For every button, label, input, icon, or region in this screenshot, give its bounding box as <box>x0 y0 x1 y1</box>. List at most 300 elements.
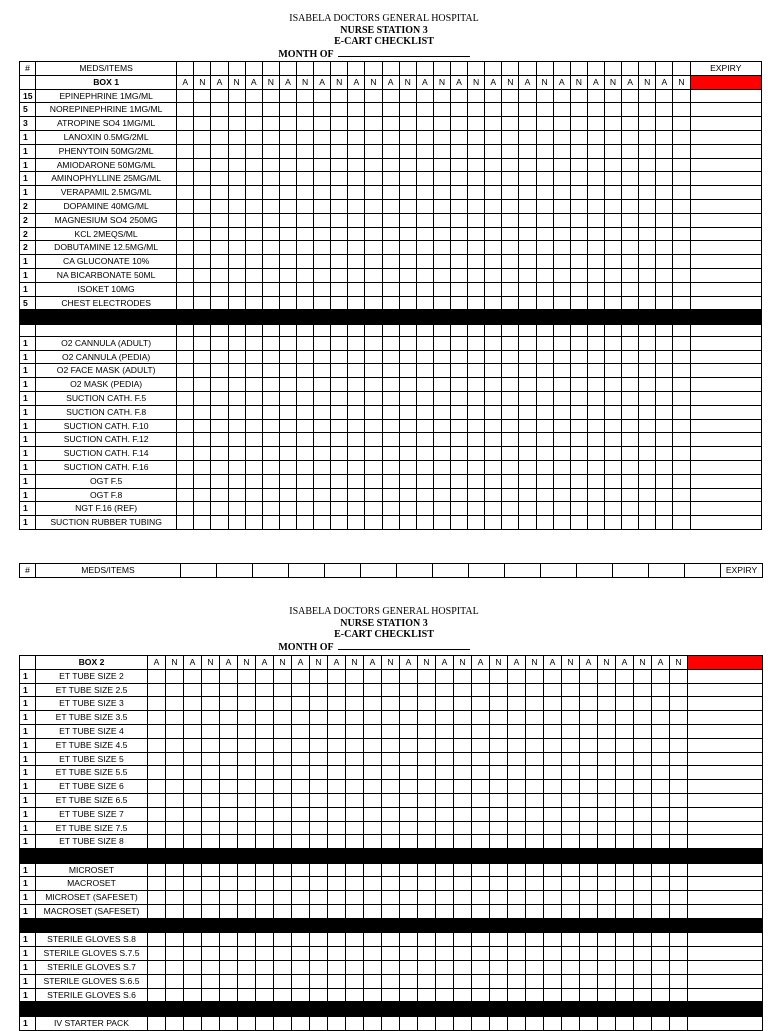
check-cell[interactable] <box>166 738 184 752</box>
check-cell[interactable] <box>526 821 544 835</box>
check-cell[interactable] <box>502 89 519 103</box>
check-cell[interactable] <box>673 130 690 144</box>
check-cell[interactable] <box>570 378 587 392</box>
check-cell[interactable] <box>433 144 450 158</box>
check-cell[interactable] <box>274 821 292 835</box>
check-cell[interactable] <box>397 564 433 578</box>
check-cell[interactable] <box>519 199 536 213</box>
check-cell[interactable] <box>400 821 418 835</box>
check-cell[interactable] <box>587 255 604 269</box>
check-cell[interactable] <box>604 502 621 516</box>
check-cell[interactable] <box>245 89 262 103</box>
check-cell[interactable] <box>502 419 519 433</box>
check-cell[interactable] <box>536 144 553 158</box>
check-cell[interactable] <box>274 738 292 752</box>
check-cell[interactable] <box>598 960 616 974</box>
check-cell[interactable] <box>274 752 292 766</box>
check-cell[interactable] <box>570 447 587 461</box>
check-cell[interactable] <box>570 461 587 475</box>
check-cell[interactable] <box>433 433 450 447</box>
check-cell[interactable] <box>184 933 202 947</box>
check-cell[interactable] <box>262 158 279 172</box>
check-cell[interactable] <box>634 835 652 849</box>
check-cell[interactable] <box>598 1016 616 1030</box>
check-cell[interactable] <box>194 419 211 433</box>
check-cell[interactable] <box>314 392 331 406</box>
check-cell[interactable] <box>245 419 262 433</box>
check-cell[interactable] <box>634 793 652 807</box>
check-cell[interactable] <box>690 364 761 378</box>
check-cell[interactable] <box>688 974 763 988</box>
check-cell[interactable] <box>622 324 639 336</box>
check-cell[interactable] <box>622 516 639 530</box>
check-cell[interactable] <box>365 199 382 213</box>
check-cell[interactable] <box>688 669 763 683</box>
check-cell[interactable] <box>502 241 519 255</box>
check-cell[interactable] <box>245 172 262 186</box>
check-cell[interactable] <box>274 669 292 683</box>
check-cell[interactable] <box>485 255 502 269</box>
check-cell[interactable] <box>348 364 365 378</box>
check-cell[interactable] <box>400 863 418 877</box>
check-cell[interactable] <box>472 974 490 988</box>
check-cell[interactable] <box>365 130 382 144</box>
check-cell[interactable] <box>485 62 502 76</box>
check-cell[interactable] <box>364 905 382 919</box>
check-cell[interactable] <box>310 988 328 1002</box>
check-cell[interactable] <box>472 960 490 974</box>
check-cell[interactable] <box>256 905 274 919</box>
check-cell[interactable] <box>468 89 485 103</box>
check-cell[interactable] <box>485 405 502 419</box>
check-cell[interactable] <box>166 807 184 821</box>
check-cell[interactable] <box>297 255 314 269</box>
check-cell[interactable] <box>238 724 256 738</box>
check-cell[interactable] <box>587 282 604 296</box>
check-cell[interactable] <box>598 863 616 877</box>
check-cell[interactable] <box>616 780 634 794</box>
check-cell[interactable] <box>485 186 502 200</box>
check-cell[interactable] <box>365 268 382 282</box>
check-cell[interactable] <box>508 669 526 683</box>
check-cell[interactable] <box>348 117 365 131</box>
check-cell[interactable] <box>553 89 570 103</box>
check-cell[interactable] <box>245 268 262 282</box>
check-cell[interactable] <box>399 186 416 200</box>
check-cell[interactable] <box>490 711 508 725</box>
check-cell[interactable] <box>211 336 228 350</box>
check-cell[interactable] <box>148 711 166 725</box>
check-cell[interactable] <box>274 724 292 738</box>
check-cell[interactable] <box>238 863 256 877</box>
check-cell[interactable] <box>688 863 763 877</box>
check-cell[interactable] <box>399 447 416 461</box>
check-cell[interactable] <box>346 905 364 919</box>
check-cell[interactable] <box>382 433 399 447</box>
check-cell[interactable] <box>211 364 228 378</box>
check-cell[interactable] <box>652 1016 670 1030</box>
check-cell[interactable] <box>382 821 400 835</box>
check-cell[interactable] <box>297 336 314 350</box>
check-cell[interactable] <box>570 255 587 269</box>
check-cell[interactable] <box>365 516 382 530</box>
check-cell[interactable] <box>328 974 346 988</box>
check-cell[interactable] <box>490 793 508 807</box>
check-cell[interactable] <box>314 255 331 269</box>
check-cell[interactable] <box>245 336 262 350</box>
check-cell[interactable] <box>433 502 450 516</box>
check-cell[interactable] <box>382 227 399 241</box>
check-cell[interactable] <box>652 780 670 794</box>
check-cell[interactable] <box>526 724 544 738</box>
check-cell[interactable] <box>536 158 553 172</box>
check-cell[interactable] <box>364 724 382 738</box>
check-cell[interactable] <box>598 807 616 821</box>
check-cell[interactable] <box>544 697 562 711</box>
check-cell[interactable] <box>292 905 310 919</box>
check-cell[interactable] <box>536 213 553 227</box>
check-cell[interactable] <box>365 461 382 475</box>
check-cell[interactable] <box>604 130 621 144</box>
check-cell[interactable] <box>639 378 656 392</box>
check-cell[interactable] <box>562 1016 580 1030</box>
check-cell[interactable] <box>245 103 262 117</box>
check-cell[interactable] <box>220 877 238 891</box>
check-cell[interactable] <box>211 392 228 406</box>
check-cell[interactable] <box>314 172 331 186</box>
check-cell[interactable] <box>148 780 166 794</box>
check-cell[interactable] <box>348 392 365 406</box>
check-cell[interactable] <box>485 392 502 406</box>
check-cell[interactable] <box>314 502 331 516</box>
check-cell[interactable] <box>194 474 211 488</box>
check-cell[interactable] <box>690 213 761 227</box>
check-cell[interactable] <box>211 144 228 158</box>
check-cell[interactable] <box>416 516 433 530</box>
check-cell[interactable] <box>519 213 536 227</box>
check-cell[interactable] <box>450 172 467 186</box>
check-cell[interactable] <box>314 213 331 227</box>
check-cell[interactable] <box>166 863 184 877</box>
check-cell[interactable] <box>346 988 364 1002</box>
check-cell[interactable] <box>331 502 348 516</box>
check-cell[interactable] <box>228 199 245 213</box>
check-cell[interactable] <box>211 419 228 433</box>
check-cell[interactable] <box>570 130 587 144</box>
check-cell[interactable] <box>616 793 634 807</box>
check-cell[interactable] <box>382 807 400 821</box>
check-cell[interactable] <box>450 130 467 144</box>
check-cell[interactable] <box>604 89 621 103</box>
check-cell[interactable] <box>177 62 194 76</box>
check-cell[interactable] <box>166 780 184 794</box>
check-cell[interactable] <box>416 213 433 227</box>
check-cell[interactable] <box>622 241 639 255</box>
check-cell[interactable] <box>148 877 166 891</box>
check-cell[interactable] <box>433 199 450 213</box>
check-cell[interactable] <box>673 419 690 433</box>
check-cell[interactable] <box>177 516 194 530</box>
check-cell[interactable] <box>639 392 656 406</box>
check-cell[interactable] <box>399 268 416 282</box>
check-cell[interactable] <box>262 255 279 269</box>
check-cell[interactable] <box>399 158 416 172</box>
check-cell[interactable] <box>634 947 652 961</box>
check-cell[interactable] <box>297 378 314 392</box>
check-cell[interactable] <box>148 683 166 697</box>
check-cell[interactable] <box>166 766 184 780</box>
check-cell[interactable] <box>622 172 639 186</box>
check-cell[interactable] <box>416 364 433 378</box>
check-cell[interactable] <box>166 1016 184 1030</box>
check-cell[interactable] <box>526 780 544 794</box>
check-cell[interactable] <box>536 186 553 200</box>
check-cell[interactable] <box>587 213 604 227</box>
check-cell[interactable] <box>616 905 634 919</box>
check-cell[interactable] <box>416 502 433 516</box>
check-cell[interactable] <box>656 158 673 172</box>
check-cell[interactable] <box>418 933 436 947</box>
check-cell[interactable] <box>194 255 211 269</box>
check-cell[interactable] <box>450 282 467 296</box>
check-cell[interactable] <box>485 158 502 172</box>
check-cell[interactable] <box>297 488 314 502</box>
check-cell[interactable] <box>148 891 166 905</box>
check-cell[interactable] <box>433 117 450 131</box>
check-cell[interactable] <box>348 103 365 117</box>
check-cell[interactable] <box>418 877 436 891</box>
check-cell[interactable] <box>194 282 211 296</box>
check-cell[interactable] <box>228 516 245 530</box>
check-cell[interactable] <box>544 947 562 961</box>
check-cell[interactable] <box>274 974 292 988</box>
check-cell[interactable] <box>553 502 570 516</box>
check-cell[interactable] <box>485 336 502 350</box>
check-cell[interactable] <box>279 213 296 227</box>
check-cell[interactable] <box>416 241 433 255</box>
check-cell[interactable] <box>690 419 761 433</box>
check-cell[interactable] <box>211 296 228 310</box>
check-cell[interactable] <box>485 378 502 392</box>
check-cell[interactable] <box>400 947 418 961</box>
check-cell[interactable] <box>433 282 450 296</box>
check-cell[interactable] <box>194 296 211 310</box>
check-cell[interactable] <box>587 488 604 502</box>
check-cell[interactable] <box>587 433 604 447</box>
check-cell[interactable] <box>652 891 670 905</box>
check-cell[interactable] <box>177 255 194 269</box>
check-cell[interactable] <box>228 268 245 282</box>
check-cell[interactable] <box>166 711 184 725</box>
check-cell[interactable] <box>365 241 382 255</box>
check-cell[interactable] <box>292 669 310 683</box>
check-cell[interactable] <box>508 711 526 725</box>
check-cell[interactable] <box>382 158 399 172</box>
check-cell[interactable] <box>194 461 211 475</box>
check-cell[interactable] <box>450 62 467 76</box>
check-cell[interactable] <box>418 974 436 988</box>
check-cell[interactable] <box>670 752 688 766</box>
check-cell[interactable] <box>181 564 217 578</box>
check-cell[interactable] <box>526 793 544 807</box>
check-cell[interactable] <box>382 724 400 738</box>
check-cell[interactable] <box>622 199 639 213</box>
check-cell[interactable] <box>184 669 202 683</box>
check-cell[interactable] <box>399 336 416 350</box>
check-cell[interactable] <box>490 821 508 835</box>
check-cell[interactable] <box>364 863 382 877</box>
check-cell[interactable] <box>508 1016 526 1030</box>
check-cell[interactable] <box>184 766 202 780</box>
check-cell[interactable] <box>400 891 418 905</box>
check-cell[interactable] <box>436 738 454 752</box>
check-cell[interactable] <box>331 172 348 186</box>
check-cell[interactable] <box>314 488 331 502</box>
check-cell[interactable] <box>228 62 245 76</box>
check-cell[interactable] <box>166 835 184 849</box>
check-cell[interactable] <box>245 296 262 310</box>
check-cell[interactable] <box>536 103 553 117</box>
check-cell[interactable] <box>418 863 436 877</box>
check-cell[interactable] <box>262 103 279 117</box>
check-cell[interactable] <box>639 282 656 296</box>
check-cell[interactable] <box>262 336 279 350</box>
check-cell[interactable] <box>331 62 348 76</box>
check-cell[interactable] <box>400 974 418 988</box>
check-cell[interactable] <box>622 405 639 419</box>
check-cell[interactable] <box>639 103 656 117</box>
check-cell[interactable] <box>553 62 570 76</box>
check-cell[interactable] <box>553 268 570 282</box>
check-cell[interactable] <box>553 324 570 336</box>
check-cell[interactable] <box>262 89 279 103</box>
check-cell[interactable] <box>148 960 166 974</box>
check-cell[interactable] <box>297 213 314 227</box>
check-cell[interactable] <box>228 502 245 516</box>
check-cell[interactable] <box>262 227 279 241</box>
check-cell[interactable] <box>604 433 621 447</box>
check-cell[interactable] <box>418 947 436 961</box>
check-cell[interactable] <box>400 807 418 821</box>
check-cell[interactable] <box>472 891 490 905</box>
check-cell[interactable] <box>365 103 382 117</box>
check-cell[interactable] <box>184 793 202 807</box>
check-cell[interactable] <box>416 227 433 241</box>
check-cell[interactable] <box>202 807 220 821</box>
check-cell[interactable] <box>202 821 220 835</box>
check-cell[interactable] <box>297 516 314 530</box>
check-cell[interactable] <box>519 130 536 144</box>
check-cell[interactable] <box>639 227 656 241</box>
check-cell[interactable] <box>670 960 688 974</box>
check-cell[interactable] <box>502 488 519 502</box>
check-cell[interactable] <box>670 669 688 683</box>
check-cell[interactable] <box>194 336 211 350</box>
check-cell[interactable] <box>652 683 670 697</box>
check-cell[interactable] <box>348 199 365 213</box>
check-cell[interactable] <box>639 502 656 516</box>
check-cell[interactable] <box>310 711 328 725</box>
check-cell[interactable] <box>211 502 228 516</box>
check-cell[interactable] <box>468 255 485 269</box>
check-cell[interactable] <box>472 835 490 849</box>
check-cell[interactable] <box>399 324 416 336</box>
check-cell[interactable] <box>364 711 382 725</box>
check-cell[interactable] <box>450 336 467 350</box>
check-cell[interactable] <box>365 474 382 488</box>
check-cell[interactable] <box>220 821 238 835</box>
check-cell[interactable] <box>382 268 399 282</box>
check-cell[interactable] <box>673 213 690 227</box>
check-cell[interactable] <box>553 186 570 200</box>
check-cell[interactable] <box>622 62 639 76</box>
check-cell[interactable] <box>450 255 467 269</box>
check-cell[interactable] <box>526 905 544 919</box>
check-cell[interactable] <box>382 488 399 502</box>
check-cell[interactable] <box>310 752 328 766</box>
check-cell[interactable] <box>526 766 544 780</box>
check-cell[interactable] <box>502 378 519 392</box>
check-cell[interactable] <box>416 144 433 158</box>
check-cell[interactable] <box>553 392 570 406</box>
check-cell[interactable] <box>598 683 616 697</box>
check-cell[interactable] <box>485 117 502 131</box>
check-cell[interactable] <box>553 433 570 447</box>
check-cell[interactable] <box>570 103 587 117</box>
check-cell[interactable] <box>416 378 433 392</box>
check-cell[interactable] <box>570 336 587 350</box>
check-cell[interactable] <box>365 336 382 350</box>
check-cell[interactable] <box>562 974 580 988</box>
check-cell[interactable] <box>418 960 436 974</box>
check-cell[interactable] <box>587 130 604 144</box>
check-cell[interactable] <box>485 364 502 378</box>
check-cell[interactable] <box>450 227 467 241</box>
check-cell[interactable] <box>544 807 562 821</box>
check-cell[interactable] <box>490 766 508 780</box>
check-cell[interactable] <box>245 350 262 364</box>
check-cell[interactable] <box>228 350 245 364</box>
check-cell[interactable] <box>454 683 472 697</box>
check-cell[interactable] <box>688 905 763 919</box>
check-cell[interactable] <box>256 947 274 961</box>
check-cell[interactable] <box>314 130 331 144</box>
check-cell[interactable] <box>553 447 570 461</box>
check-cell[interactable] <box>652 863 670 877</box>
check-cell[interactable] <box>544 933 562 947</box>
check-cell[interactable] <box>519 336 536 350</box>
check-cell[interactable] <box>519 516 536 530</box>
check-cell[interactable] <box>346 933 364 947</box>
check-cell[interactable] <box>228 255 245 269</box>
check-cell[interactable] <box>536 255 553 269</box>
check-cell[interactable] <box>562 821 580 835</box>
check-cell[interactable] <box>656 392 673 406</box>
check-cell[interactable] <box>519 502 536 516</box>
check-cell[interactable] <box>562 877 580 891</box>
check-cell[interactable] <box>468 336 485 350</box>
check-cell[interactable] <box>279 62 296 76</box>
check-cell[interactable] <box>348 474 365 488</box>
check-cell[interactable] <box>519 158 536 172</box>
check-cell[interactable] <box>604 324 621 336</box>
check-cell[interactable] <box>690 158 761 172</box>
check-cell[interactable] <box>622 117 639 131</box>
check-cell[interactable] <box>346 947 364 961</box>
check-cell[interactable] <box>616 960 634 974</box>
check-cell[interactable] <box>399 474 416 488</box>
check-cell[interactable] <box>399 117 416 131</box>
